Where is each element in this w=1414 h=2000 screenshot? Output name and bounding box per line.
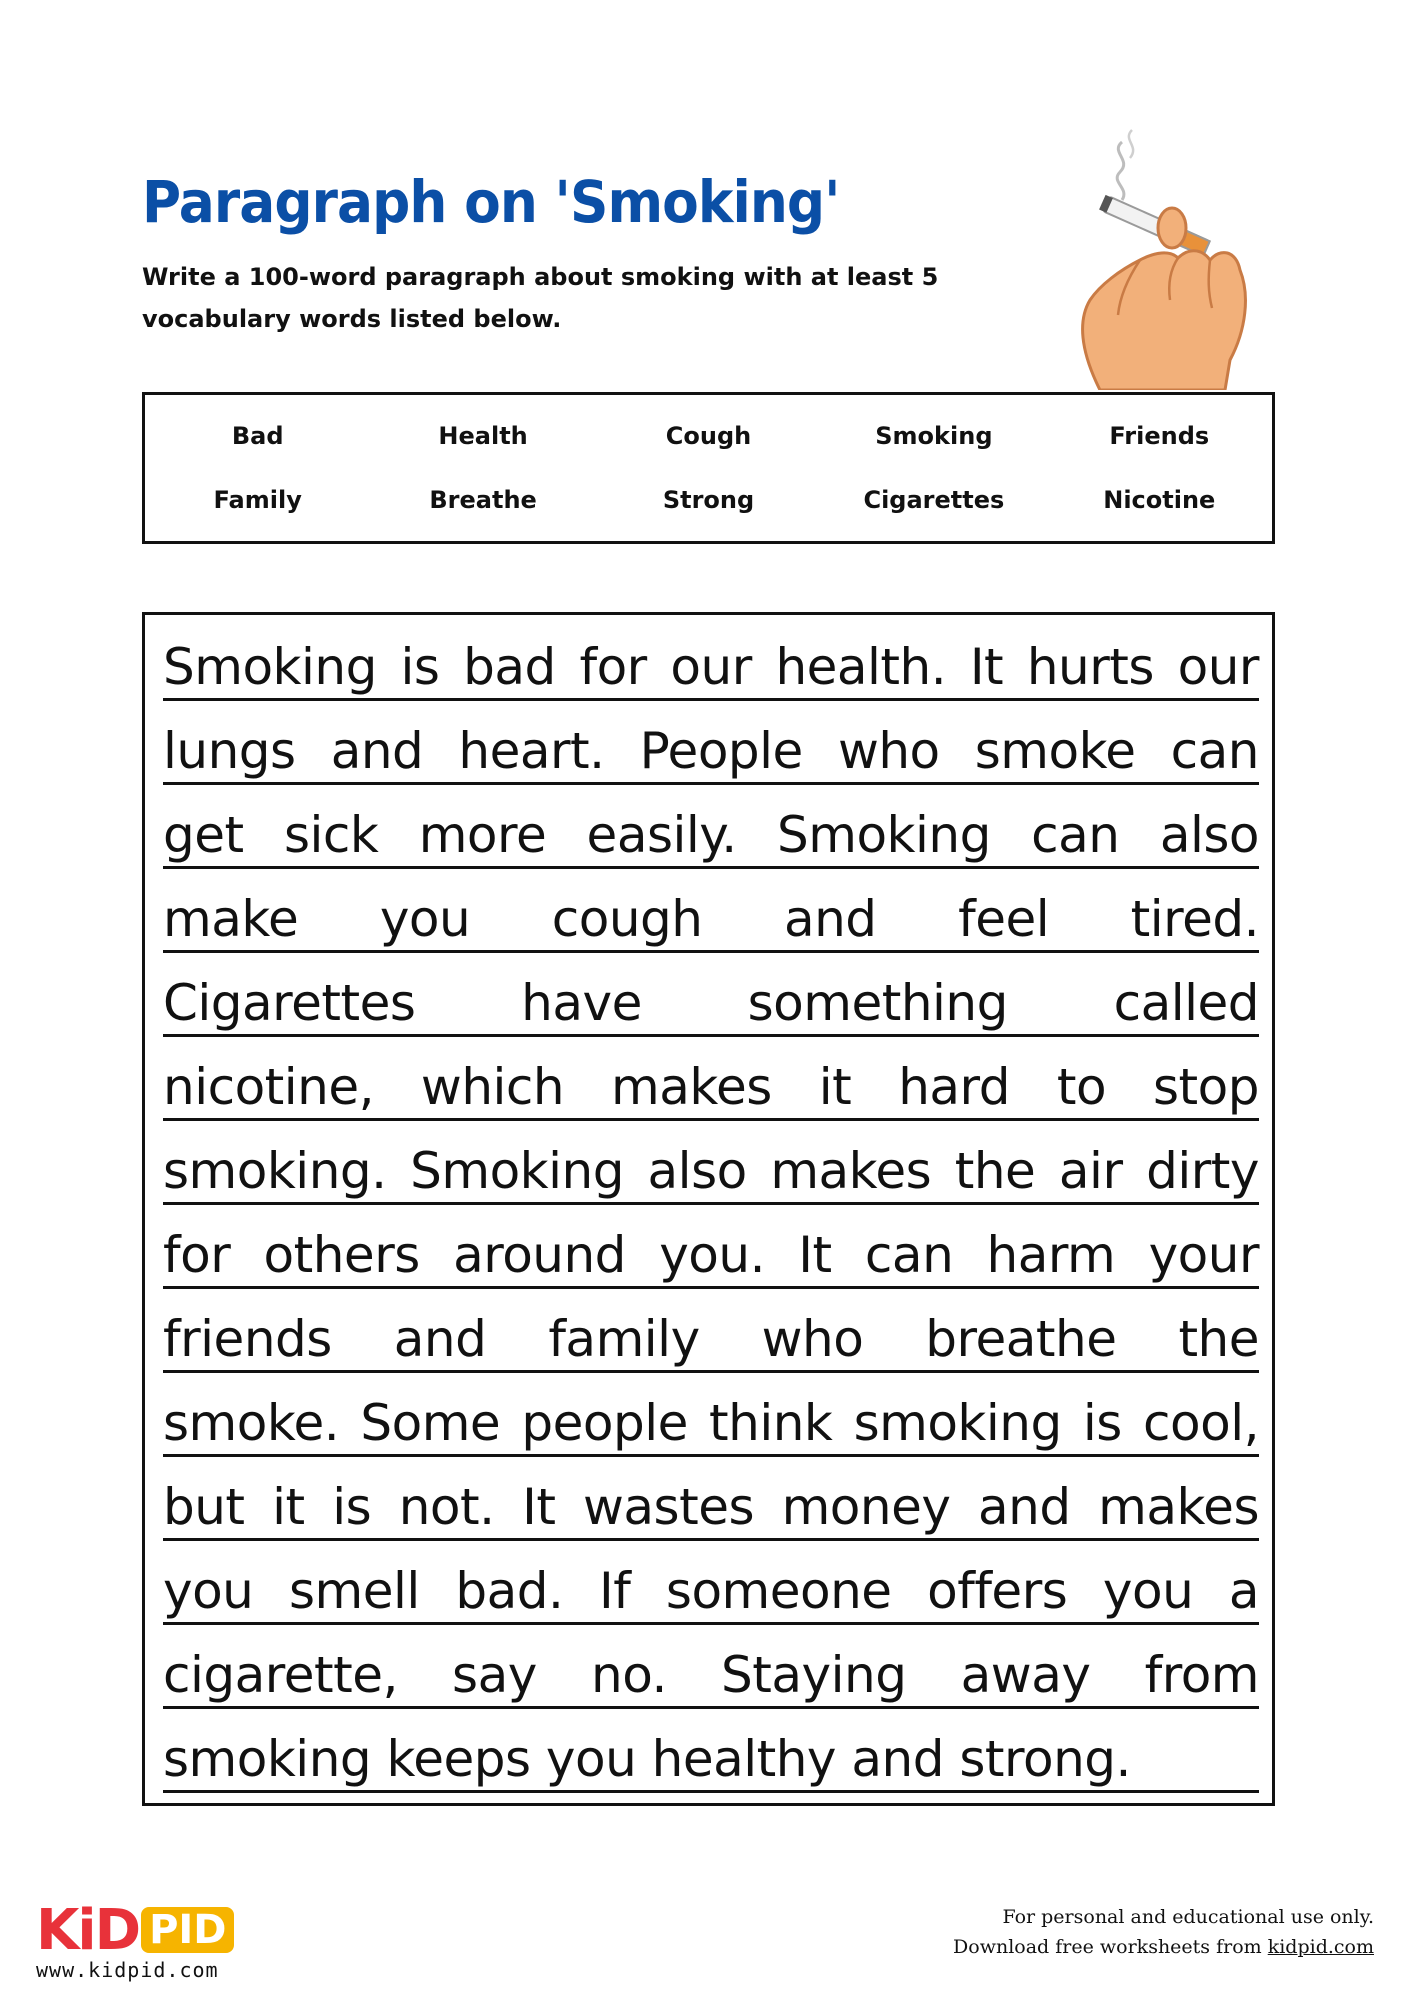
vocab-word: Bad	[231, 422, 284, 450]
paragraph-line: you smell bad. If someone offers you a	[163, 1561, 1259, 1625]
page-title: Paragraph on 'Smoking'	[142, 168, 840, 236]
paragraph-line: smoking keeps you healthy and strong.	[163, 1729, 1259, 1793]
paragraph-line: make you cough and feel tired.	[163, 889, 1259, 953]
vocabulary-box	[142, 392, 1275, 544]
paragraph-line: smoke. Some people think smoking is cool,	[163, 1393, 1259, 1457]
vocab-word: Strong	[662, 486, 755, 514]
vocab-word: Family	[213, 486, 302, 514]
logo-kid-text: KiD	[36, 1898, 140, 1963]
paragraph-line: nicotine, which makes it hard to stop	[163, 1057, 1259, 1121]
footer-line-2-prefix: Download free worksheets from	[953, 1936, 1268, 1958]
paragraph-line: Smoking is bad for our health. It hurts our	[163, 637, 1259, 701]
paragraph-line: friends and family who breathe the	[163, 1309, 1259, 1373]
paragraph-line: for others around you. It can harm your	[163, 1225, 1259, 1289]
vocab-word: Friends	[1109, 422, 1210, 450]
paragraph-line: but it is not. It wastes money and makes	[163, 1477, 1259, 1541]
vocab-word: Nicotine	[1103, 486, 1216, 514]
paragraph-box	[142, 612, 1275, 1806]
footer-line-1: For personal and educational use only.	[1002, 1906, 1374, 1928]
footer-line-2	[953, 1932, 1374, 1962]
cigarette-hand-icon	[1060, 120, 1260, 390]
footer-kidpid-link[interactable]: kidpid.com	[1267, 1936, 1374, 1958]
vocab-word: Cough	[665, 422, 752, 450]
vocabulary-grid	[145, 419, 1272, 517]
footer-notice	[953, 1902, 1374, 1962]
kidpid-logo	[36, 1898, 234, 1963]
paragraph-line: cigarette, say no. Staying away from	[163, 1645, 1259, 1709]
paragraph-line: smoking. Smoking also makes the air dirty	[163, 1141, 1259, 1205]
instructions-text: Write a 100-word paragraph about smoking with at least 5 vocabulary words listed below.	[142, 263, 939, 333]
vocab-word: Cigarettes	[863, 486, 1005, 514]
vocab-word: Smoking	[875, 422, 993, 450]
vocab-word: Breathe	[429, 486, 537, 514]
logo-url: www.kidpid.com	[36, 1958, 219, 1982]
paragraph-line: Cigarettes have something called	[163, 973, 1259, 1037]
paragraph-line: get sick more easily. Smoking can also	[163, 805, 1259, 869]
paragraph-line: lungs and heart. People who smoke can	[163, 721, 1259, 785]
vocab-word: Health	[438, 422, 528, 450]
logo-pid-badge: PID	[141, 1907, 234, 1953]
